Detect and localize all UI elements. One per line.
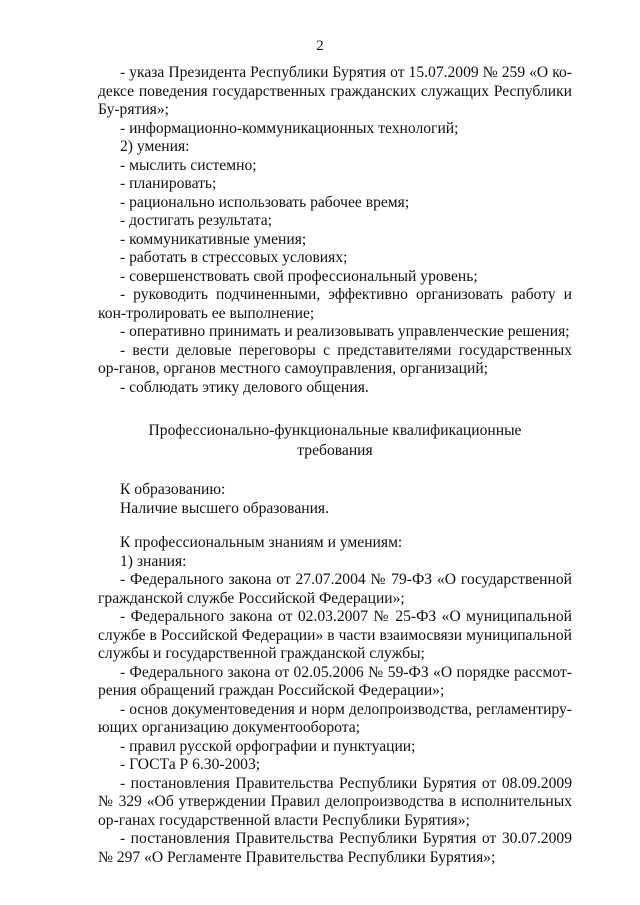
paragraph-work-time: - рационально использовать рабочее время; — [120, 193, 410, 211]
paragraph-plan: - планировать; — [120, 175, 217, 192]
section-heading-line-1: Профессионально-функциональные квалификационные — [148, 422, 522, 439]
paragraph-business-ethics: - соблюдать этику делового общения. — [120, 378, 369, 396]
paragraph-think-systemically: - мыслить системно; — [120, 156, 257, 174]
knowledge-resolution-329: - постановления Правительства Республики Бурятия от 08.09.2009 № 329 «Об утверждении Правил делопроизводства в исполнительных ор-ганах государственной власти Республики Бурятия»; — [98, 774, 572, 829]
paragraph-management-decisions: - оперативно принимать и реализовывать управленческие решения; — [120, 323, 570, 340]
knowledge-heading: 1) знания: — [120, 552, 187, 570]
knowledge-records-management: - основ документоведения и норм делопроизводства, регламентиру-ющих организацию документооборота; — [98, 700, 572, 736]
paragraph-manage-subordinates: - руководить подчиненными, эффективно организовать работу и кон-тролировать ее выполнение; — [98, 286, 572, 322]
knowledge-law-25: - Федерального закона от 02.03.2007 № 25-ФЗ «О муниципальной службе в Российской Федерации» в части взаимосвязи муниципальной службы и государственной гражданской службы; — [98, 608, 572, 662]
knowledge-gost: - ГОСТа Р 6.30-2003; — [120, 756, 261, 773]
section-heading-line-2: требования — [297, 442, 373, 459]
knowledge-label: К профессиональным знаниям и умениям: — [120, 534, 403, 551]
spacer — [98, 518, 572, 534]
knowledge-law-59: - Федерального закона от 02.05.2006 № 59-ФЗ «О порядке рассмот-рения обращений граждан Российской Федерации»; — [98, 663, 572, 699]
paragraph-negotiations: - вести деловые переговоры с представителями государственных ор-ганов, органов местного самоуправления, организаций; — [98, 341, 572, 377]
page-number: 2 — [316, 38, 324, 54]
paragraph-improve-level: - совершенствовать свой профессиональный уровень; — [120, 267, 478, 285]
paragraph-decree-259: - указа Президента Республики Бурятия от 15.07.2009 № 259 «О ко-дексе поведения государственных гражданских служащих Республики Бу-рятия»; — [98, 64, 572, 118]
education-value: Наличие высшего образования. — [120, 499, 330, 517]
paragraph-skills-heading: 2) умения: — [120, 138, 190, 155]
paragraph-stress: - работать в стрессовых условиях; — [120, 249, 348, 266]
education-label: К образованию: — [120, 481, 226, 498]
document-body — [98, 64, 572, 867]
spacer — [98, 461, 572, 481]
knowledge-law-79: - Федерального закона от 27.07.2004 № 79-ФЗ «О государственной гражданской службе Российской Федерации»; — [98, 571, 572, 607]
paragraph-communicative: - коммуникативные умения; — [120, 230, 307, 248]
paragraph-achieve-result: - достигать результата; — [120, 212, 272, 229]
knowledge-orthography: - правил русской орфографии и пунктуации; — [120, 737, 416, 755]
knowledge-resolution-297: - постановления Правительства Республики Бурятия от 30.07.2009 № 297 «О Регламенте Правительства Республики Бурятия»; — [98, 830, 572, 866]
section-heading — [98, 421, 572, 461]
paragraph-ict: - информационно-коммуникационных технологий; — [120, 119, 459, 137]
